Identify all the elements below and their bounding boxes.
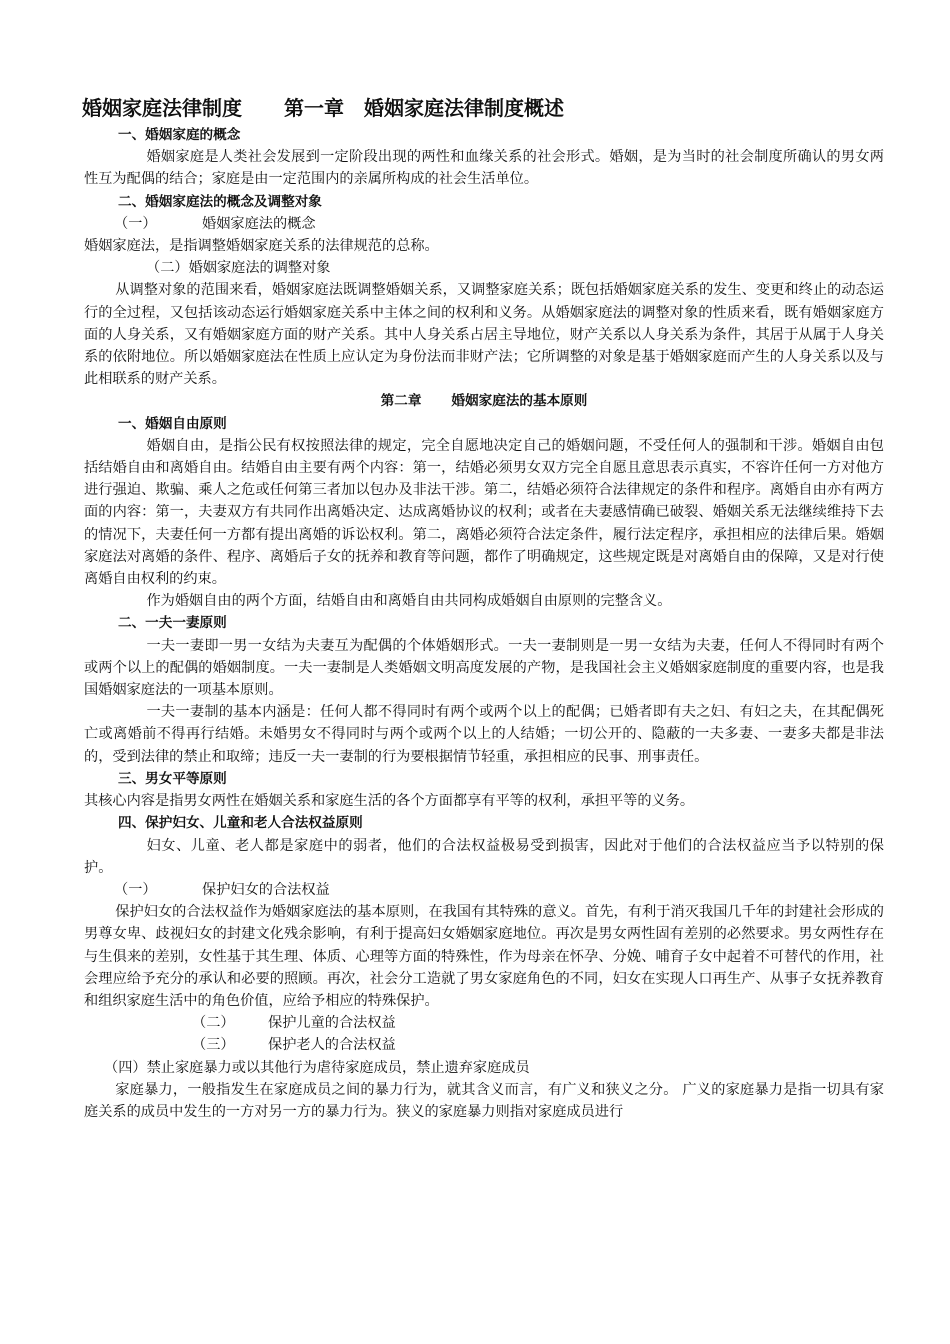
subsection-text: 保护儿童的合法权益 (268, 1015, 396, 1032)
subsection-number: （一） (114, 215, 157, 232)
paragraph: 其核心内容是指男女两性在婚姻关系和家庭生活的各个方面都享有平等的权利，承担平等的义务。 (84, 793, 695, 810)
subsection-text: 婚姻家庭法的概念 (202, 215, 316, 232)
paragraph: 作为婚姻自由的两个方面，结婚自由和离婚自由共同构成婚姻自由原则的完整含义。 (146, 593, 672, 610)
paragraph: 保护妇女的合法权益作为婚姻家庭法的基本原则，在我国有其特殊的意义。首先，有利于消灭我国几千年的封建社会形成的男尊女卑、歧视妇女的封建文化残余影响，有利于提高妇女婚姻家庭地位。再次是男女两性固有差别的必然要求。男女两性存在与生俱来的差别，女性基于其生理、体质、心理等方面的特殊性，作为母亲在怀孕、分娩、哺育子女中起着不可替代的作用，社会理应给予充分的承认和必要的照顾。再次，社会分工造就了男女家庭角色的不同，妇女在实现人口再生产、从事子女抚养教育和组织家庭生活中的角色价值，应给予相应的特殊保护。 (84, 904, 884, 1009)
chapter2-number: 第二章 (380, 393, 422, 410)
section-heading: 二、一夫一妻原则 (118, 615, 227, 632)
section-heading: 三、男女平等原则 (118, 770, 227, 787)
chapter2-text: 婚姻家庭法的基本原则 (451, 393, 588, 410)
paragraph: 一夫一妻制的基本内涵是：任何人都不得同时有两个或两个以上的配偶；已婚者即有夫之妇、有妇之夫，在其配偶死亡或离婚前不得再行结婚。未婚男女不得同时与两个或两个以上的人结婚；一切公开的、隐蔽的一夫多妻、一妻多夫都是非法的，受到法律的禁止和取缔；违反一夫一妻制的行为要根据情节轻重，承担相应的民事、刑事责任。 (84, 704, 884, 765)
paragraph: 妇女、儿童、老人都是家庭中的弱者，他们的合法权益极易受到损害，因此对于他们的合法权益应当予以特别的保护。 (84, 837, 884, 876)
document-title (82, 94, 902, 122)
document-body (84, 124, 884, 1123)
subsection-heading (84, 213, 884, 235)
subsection-heading: （二）婚姻家庭法的调整对象 (146, 260, 331, 277)
subsection-heading (84, 1034, 884, 1056)
section-heading: 四、保护妇女、儿童和老人合法权益原则 (118, 815, 363, 832)
subsection-number: （二） (192, 1015, 235, 1032)
subsection-text: 保护妇女的合法权益 (202, 881, 330, 898)
subsection-heading (84, 1012, 884, 1034)
subsection-number: （三） (192, 1037, 235, 1054)
paragraph: 婚姻家庭法，是指调整婚姻家庭关系的法律规范的总称。 (84, 238, 439, 255)
chapter1-title: 第一章 婚姻家庭法律制度概述 (284, 96, 564, 120)
paragraph: 婚姻家庭是人类社会发展到一定阶段出现的两性和血缘关系的社会形式。婚姻，是为当时的社会制度所确认的男女两性互为配偶的结合；家庭是由一定范围内的亲属所构成的社会生活单位。 (84, 149, 884, 188)
subsection-heading (84, 879, 884, 901)
paragraph: 一夫一妻即一男一女结为夫妻互为配偶的个体婚姻形式。一夫一妻制则是一男一女结为夫妻，任何人不得同时有两个或两个以上的配偶的婚姻制度。一夫一妻制是人类婚姻文明高度发展的产物，是我国社会主义婚姻家庭制度的重要内容，也是我国婚姻家庭法的一项基本原则。 (84, 637, 884, 699)
section-heading: 一、婚姻家庭的概念 (118, 127, 241, 143)
subsection-text: 保护老人的合法权益 (268, 1037, 396, 1054)
paragraph: 婚姻自由，是指公民有权按照法律的规定，完全自愿地决定自己的婚姻问题，不受任何人的强制和干涉。婚姻自由包括结婚自由和离婚自由。结婚自由主要有两个内容：第一，结婚必须男女双方完全自愿且意思表示真实，不容许任何一方对他方进行强迫、欺骗、乘人之危或任何第三者加以包办及非法干涉。第二，结婚必须符合法律规定的条件和程序。离婚自由亦有两方面的内容：第一，夫妻双方有共同作出离婚决定、达成离婚协议的权利；或者在夫妻感情确已破裂、婚姻关系无法继续维持下去的情况下，夫妻任何一方都有提出离婚的诉讼权利。第二，离婚必须符合法定条件，履行法定程序，承担相应的法律后果。婚姻家庭法对离婚的条件、程序、离婚后子女的抚养和教育等问题，都作了明确规定，这些规定既是对离婚自由的保障，又是对行使离婚自由权利的约束。 (84, 437, 884, 588)
section-heading: 一、婚姻自由原则 (118, 415, 227, 432)
section-heading: 二、婚姻家庭法的概念及调整对象 (118, 193, 322, 210)
title-main: 婚姻家庭法律制度 (82, 96, 242, 120)
subsection-heading: （四）禁止家庭暴力或以其他行为虐待家庭成员，禁止遗弃家庭成员 (104, 1059, 530, 1076)
chapter2-title (84, 390, 884, 412)
subsection-number: （一） (114, 881, 157, 898)
paragraph: 从调整对象的范围来看，婚姻家庭法既调整婚姻关系，又调整家庭关系；既包括婚姻家庭关系的发生、变更和终止的动态运行的全过程，又包括该动态运行婚姻家庭关系中主体之间的权利和义务。从婚姻家庭法的调整对象的性质来看，既有婚姻家庭方面的人身关系，又有婚姻家庭方面的财产关系。其中人身关系占居主导地位，财产关系以人身关系为条件，其居于从属于人身关系的依附地位。所以婚姻家庭法在性质上应认定为身份法而非财产法；它所调整的对象是基于婚姻家庭而产生的人身关系以及与此相联系的财产关系。 (84, 282, 884, 388)
paragraph: 家庭暴力，一般指发生在家庭成员之间的暴力行为，就其含义而言，有广义和狭义之分。 广义的家庭暴力是指一切具有家庭关系的成员中发生的一方对另一方的暴力行为。狭义的家庭暴力则指对家庭成员进行 (84, 1081, 884, 1120)
